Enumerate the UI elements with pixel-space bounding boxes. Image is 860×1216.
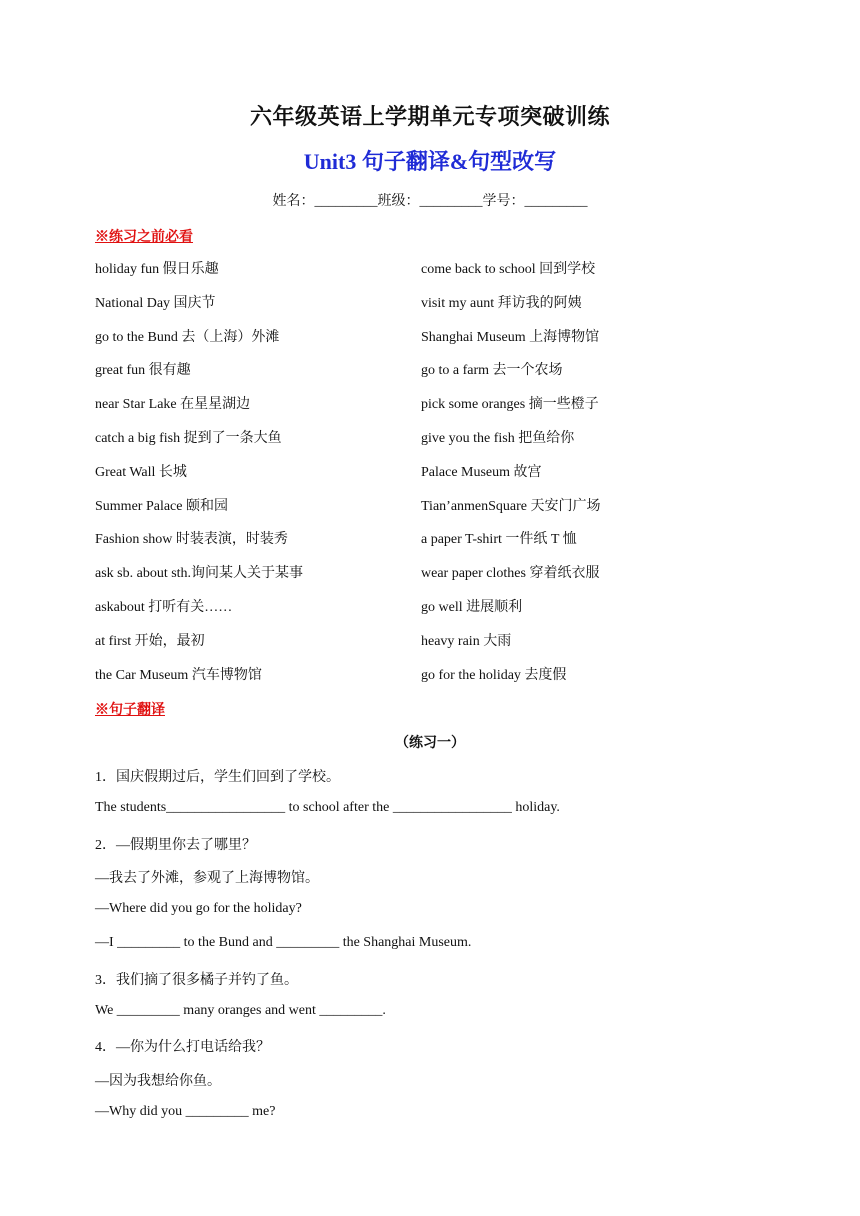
vocab-item: a paper T-shirt 一件纸 T 恤 <box>421 532 577 548</box>
vocab-item: heavy rain 大雨 <box>421 633 512 649</box>
vocab-item: go well 进展顺利 <box>421 599 523 615</box>
vocab-row <box>95 427 775 461</box>
exercise-line: We _________ many oranges and went _________. <box>95 1002 386 1018</box>
exercise-line: —Why did you _________ me? <box>95 1103 276 1119</box>
vocab-row <box>95 664 775 698</box>
vocab-item: go for the holiday 去度假 <box>421 667 567 683</box>
vocab-item: Shanghai Museum 上海博物馆 <box>421 329 600 345</box>
vocab-item: Palace Museum 故宫 <box>421 464 542 480</box>
vocab-list <box>95 258 775 697</box>
vocab-item: at first 开始，最初 <box>95 633 205 649</box>
vocab-item: come back to school 回到学校 <box>421 262 596 277</box>
exercise-line: 2．—假期里你去了哪里？ <box>95 837 256 853</box>
vocab-item: great fun 很有趣 <box>95 363 191 379</box>
translation-section-heading: ※句子翻译 <box>95 703 165 718</box>
vocab-item: the Car Museum 汽车博物馆 <box>95 667 262 683</box>
vocab-row <box>95 393 775 427</box>
vocab-row <box>95 528 775 562</box>
vocab-item: give you the fish 把鱼给你 <box>421 430 575 446</box>
vocab-row <box>95 562 775 596</box>
vocab-item: askabout 打听有关…… <box>95 599 233 615</box>
vocab-row <box>95 630 775 664</box>
vocab-row <box>95 326 775 360</box>
exercise-line: —I _________ to the Bund and _________ the Shanghai Museum. <box>95 934 472 950</box>
exercise-line: —Where did you go for the holiday? <box>95 901 302 917</box>
vocab-item: pick some oranges 摘一些橙子 <box>421 397 599 413</box>
vocab-item: Summer Palace 颐和园 <box>95 498 228 514</box>
exercise-lines <box>95 766 795 1138</box>
vocab-item: wear paper clothes 穿着纸衣服 <box>421 566 600 582</box>
vocab-section-heading: ※练习之前必看 <box>95 230 193 245</box>
vocab-row <box>95 359 775 393</box>
exercise-line: 1．国庆假期过后，学生们回到了学校。 <box>95 770 340 785</box>
exercise-line: —我去了外滩，参观了上海博物馆。 <box>95 871 319 887</box>
exercise-line: 4．—你为什么打电话给我？ <box>95 1040 270 1056</box>
vocab-item: catch a big fish 捉到了一条大鱼 <box>95 430 282 446</box>
vocab-item: Great Wall 长城 <box>95 464 187 480</box>
vocab-item: holiday fun 假日乐趣 <box>95 262 219 277</box>
vocab-item: ask sb. about sth.询问某人关于某事 <box>95 566 304 582</box>
vocab-item: near Star Lake 在星星湖边 <box>95 397 251 413</box>
vocab-row <box>95 461 775 495</box>
vocab-item: Fashion show 时装表演，时装秀 <box>95 532 288 548</box>
page-subtitle: Unit3 句子翻译&句型改写 <box>303 149 557 174</box>
vocab-row <box>95 292 775 326</box>
vocab-item: go to a farm 去一个农场 <box>421 363 563 379</box>
vocab-item: visit my aunt 拜访我的阿姨 <box>421 295 582 311</box>
vocab-item: go to the Bund 去（上海）外滩 <box>95 329 280 345</box>
vocab-row <box>95 495 775 529</box>
vocab-item: National Day 国庆节 <box>95 295 216 311</box>
exercise-line: 3．我们摘了很多橘子并钓了鱼。 <box>95 972 298 988</box>
exercise-line: The students_________________ to school after the _________________ holiday. <box>95 799 560 815</box>
vocab-row <box>95 258 775 292</box>
page-title: 六年级英语上学期单元专项突破训练 <box>249 104 610 129</box>
vocab-row <box>95 596 775 630</box>
vocab-item: Tian’anmenSquare 天安门广场 <box>421 498 601 514</box>
student-info-line: 姓名：_________班级：_________学号：_________ <box>272 194 588 209</box>
exercise-line: —因为我想给你鱼。 <box>95 1074 221 1090</box>
exercise-heading: （练习一） <box>395 736 465 751</box>
